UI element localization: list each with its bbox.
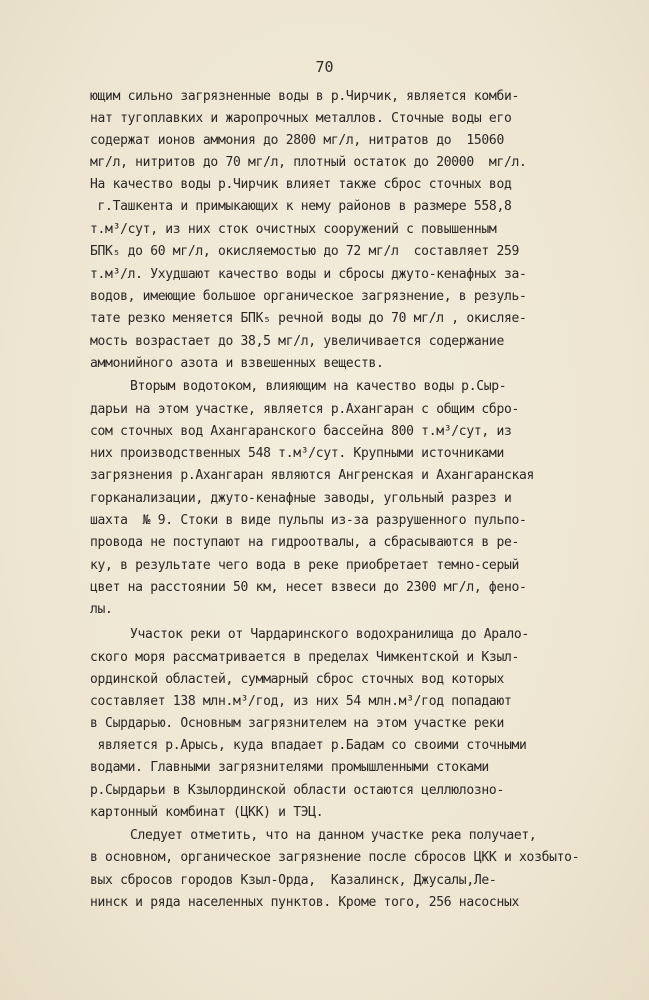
text-line: в Сырдарью. Основным загрязнителем на этом участке реки (90, 716, 504, 731)
text-line: г.Ташкента и примыкающих к нему районов в размере 558,8 (90, 199, 512, 214)
text-line: составляет 138 млн.м³/год, из них 54 млн.м³/год попадают (90, 694, 512, 709)
text-line: аммонийного азота и взвешенных веществ. (90, 356, 384, 371)
text-line: является р.Арысь, куда впадает р.Бадам со своими сточными (90, 738, 527, 753)
text-line: ского моря рассматривается в пределах Чимкентской и Кзыл- (90, 650, 520, 665)
text-line: т.м³/сут, из них сток очистных сооружений с повышенным (90, 222, 497, 237)
text-line: БПК₅ до 60 мг/л, окисляемостью до 72 мг/л составляет 259 (90, 244, 520, 259)
text-line: содержат ионов аммония до 2800 мг/л, нитратов до 15060 (90, 133, 504, 148)
text-line: Вторым водотоком, влияющим на качество воды р.Сыр- (130, 379, 507, 394)
text-line: мость возрастает до 38,5 мг/л, увеличивается содержание (90, 334, 504, 349)
text-line: Участок реки от Чардаринского водохранилища до Арало- (130, 627, 529, 642)
text-line: провода не поступают на гидроотвалы, а сбрасываются в ре- (90, 535, 520, 550)
text-line: р.Сырдарьи в Кзылординской области остаются целлюлозно- (90, 783, 504, 798)
text-line: вых сбросов городов Кзыл-Орда, Казалинск, Джусалы,Ле- (90, 873, 497, 888)
text-line: сом сточных вод Ахангаранского бассейна 800 т.м³/сут, из (90, 424, 512, 439)
text-line: Следует отметить, что на данном участке река получает, (130, 828, 537, 843)
text-line: тате резко меняется БПК₅ речной воды до 70 мг/л , окисляе- (90, 311, 527, 326)
text-line: нинск и ряда населенных пунктов. Кроме того, 256 насосных (90, 895, 520, 910)
page-number: 70 (315, 58, 334, 76)
text-line: т.м³/л. Ухудшают качество воды и сбросы джуто-кенафных за- (90, 267, 527, 282)
text-line: них производственных 548 т.м³/сут. Крупными источниками (90, 446, 504, 461)
text-line: На качество воды р.Чирчик влияет также сброс сточных вод (90, 177, 512, 192)
text-line: дарьи на этом участке, является р.Ахангаран с общим сбро- (90, 402, 520, 417)
text-line: цвет на расстоянии 50 км, несет взвеси до 2300 мг/л, фено- (90, 580, 527, 595)
text-line: ющим сильно загрязненные воды в р.Чирчик, является комби- (90, 89, 520, 104)
text-line: водов, имеющие большое органическое загрязнение, в резуль- (90, 289, 527, 304)
text-line: шахта № 9. Стоки в виде пульпы из-за разрушенного пульпо- (90, 513, 527, 528)
text-line: ординской областей, суммарный сброс сточных вод которых (90, 672, 504, 687)
text-line: водами. Главными загрязнителями промышленными стоками (90, 760, 489, 775)
text-line: нат тугоплавких и жаропрочных металлов. Сточные воды его (90, 111, 512, 126)
text-line: картонный комбинат (ЦКК) и ТЭЦ. (90, 805, 324, 820)
text-line: лы. (90, 602, 113, 617)
text-line: горканализации, джуто-кенафные заводы, угольный разрез и (90, 491, 512, 506)
text-line: мг/л, нитритов до 70 мг/л, плотный остаток до 20000 мг/л. (90, 155, 527, 170)
text-line: ку, в результате чего вода в реке приобретает темно-серый (90, 558, 520, 573)
text-line: загрязнения р.Ахангаран являются Ангренская и Ахангаранская (90, 468, 535, 483)
text-line: в основном, органическое загрязнение после сбросов ЦКК и хозбыто- (90, 850, 580, 865)
